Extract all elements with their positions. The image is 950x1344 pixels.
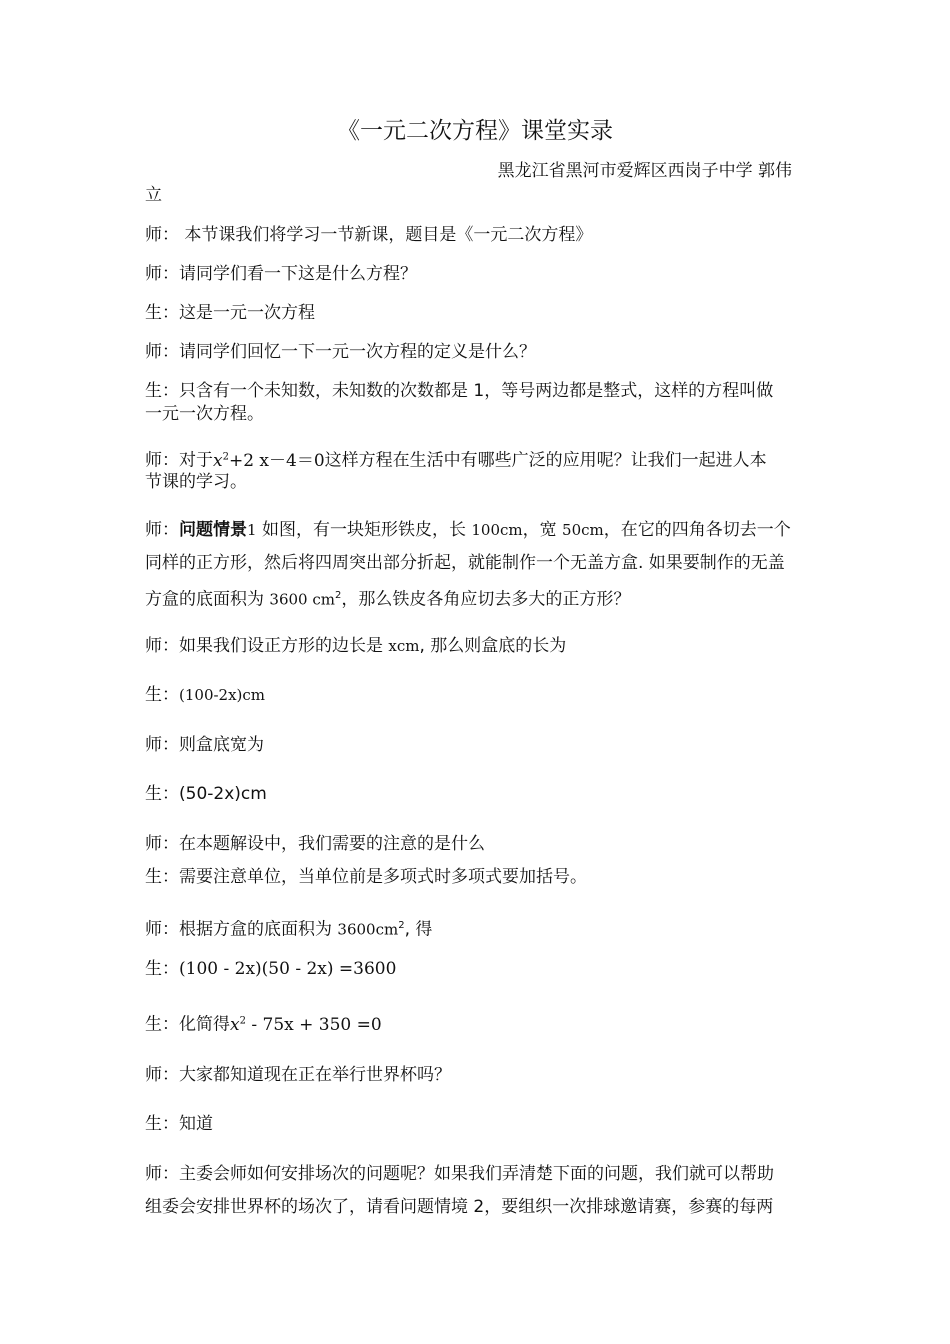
paragraph (145, 519, 791, 541)
text: ，在它的四角各切去一个 (603, 520, 791, 540)
text: ，那么铁皮各角应切去多大的正方形？ (341, 589, 631, 610)
number: 1 (247, 521, 257, 539)
paragraph: 节课的学习。 (145, 472, 247, 492)
paragraph: 组委会安排世界杯的场次了，请看问题情境 2，要组织一次排球邀请赛，参赛的每两 (145, 1197, 774, 1217)
paragraph: 师：大家都知道现在正在举行世界杯吗？ (145, 1065, 451, 1085)
paragraph: 师：则盒底宽为 (145, 735, 264, 755)
math-var: x (213, 450, 223, 471)
equation (213, 451, 325, 471)
bold-heading: 问题情景 (179, 520, 247, 540)
text: , 那么则盒底的长为 (419, 636, 567, 656)
paragraph: 师：请同学们回忆一下一元一次方程的定义是什么？ (145, 342, 536, 362)
text: 如图，有一块矩形铁皮，长 (256, 520, 472, 540)
value: 3600 cm (269, 590, 335, 609)
text: 师：对于 (145, 450, 213, 471)
expression: (100-2x)cm (179, 686, 266, 704)
paragraph: 师：请同学们看一下这是什么方程？ (145, 264, 417, 284)
paragraph: 生：这是一元一次方程 (145, 303, 315, 323)
exponent: 2 (398, 920, 405, 931)
equation (230, 1015, 382, 1035)
text: , 得 (404, 919, 433, 940)
text: 师： (145, 520, 179, 540)
paragraph: 师：在本题解设中，我们需要的注意的是什么 (145, 834, 485, 854)
paragraph (145, 915, 432, 941)
math-exponent: 2 (222, 451, 229, 462)
math-var: x (230, 1014, 240, 1035)
paragraph: 生：需要注意单位，当单位前是多项式时多项式要加括号。 (145, 867, 587, 887)
math-exponent: 2 (239, 1015, 246, 1026)
equation: (100 - 2x)(50 - 2x) =3600 (179, 959, 397, 979)
value: xcm (388, 637, 420, 655)
paragraph (145, 635, 566, 657)
author-line: 黑龙江省黑河市爱辉区西岗子中学 郭伟 (497, 161, 792, 181)
text: 方盒的底面积为 (145, 589, 270, 610)
paragraph (145, 684, 265, 706)
paragraph: 生：知道 (145, 1114, 213, 1134)
paragraph: 生：只含有一个未知数，未知数的次数都是 1，等号两边都是整式，这样的方程叫做 (145, 381, 774, 401)
paragraph: 同样的正方形，然后将四周突出部分折起，就能制作一个无盖方盒. 如果要制作的无盖 (145, 553, 785, 573)
text: ，宽 (522, 520, 563, 540)
text: 生：化简得 (145, 1014, 230, 1035)
paragraph (145, 1010, 382, 1036)
paragraph (145, 585, 630, 611)
author-line-continued: 立 (145, 185, 162, 205)
paragraph: 生：(50-2x)cm (145, 784, 267, 804)
math-rest: - 75x + 350 =0 (245, 1014, 382, 1035)
text: 师：如果我们设正方形的边长是 (145, 636, 389, 656)
value: 50cm (562, 521, 604, 539)
paragraph: 师： 本节课我们将学习一节新课，题目是《一元二次方程》 (145, 225, 593, 245)
paragraph: 师：主委会师如何安排场次的问题呢？如果我们弄清楚下面的问题，我们就可以帮助 (145, 1164, 774, 1184)
paragraph (145, 958, 396, 980)
paragraph: 一元一次方程。 (145, 404, 264, 424)
paragraph (145, 446, 767, 472)
math-rest: +2 x－4＝0 (228, 450, 325, 471)
value: 100cm (471, 521, 523, 539)
text: 生： (145, 685, 179, 705)
text: 生： (145, 959, 179, 979)
value: 3600cm (337, 920, 399, 939)
document-title: 《一元二次方程》课堂实录 (337, 118, 613, 144)
text: 这样方程在生活中有哪些广泛的应用呢？让我们一起进人本 (324, 450, 767, 471)
exponent: 2 (334, 590, 342, 601)
text: 师：根据方盒的底面积为 (145, 919, 338, 940)
